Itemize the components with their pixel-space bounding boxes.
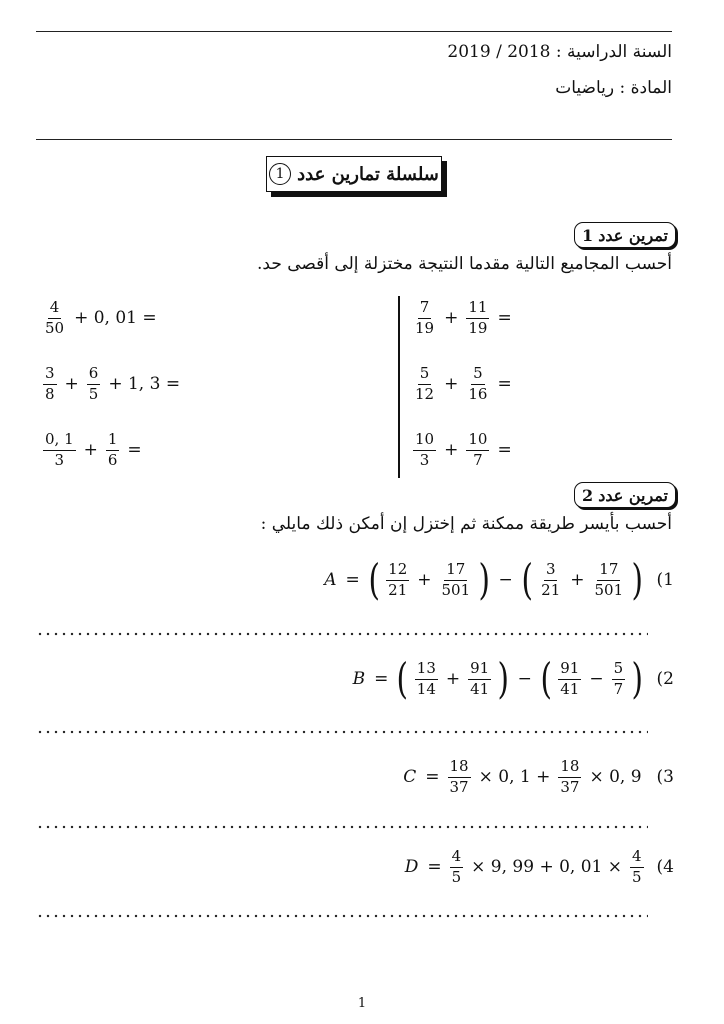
- fraction: $\frac{5}{7}$: [613, 658, 624, 698]
- ex1-right-row-3: $\frac{10}{3}$ + $\frac{10}{7}$ =: [415, 430, 512, 469]
- fraction: $\frac{12}{21}$: [388, 559, 408, 599]
- exercise-2-badge: [574, 482, 676, 508]
- answer-line-b: [36, 730, 648, 734]
- ex2-item-a: A = ( $\frac{12}{21}$ + $\frac{17}{501}$ ) − ( $\frac{3}{21}$ + $\frac{17}{501}$ ) (1: [324, 555, 674, 604]
- fraction: $\frac{4}{5}$: [451, 846, 462, 886]
- ex2-item-b: B = ( $\frac{13}{14}$ + $\frac{91}{41}$ ) − ( $\frac{91}{41}$ − $\frac{5}{7}$ ) (2: [352, 654, 674, 703]
- exercise-1-label: تمرين عدد: [598, 225, 668, 245]
- exercise-2-number: 2: [582, 485, 594, 505]
- fraction: $\frac{11}{19}$: [468, 298, 488, 337]
- series-title: [266, 156, 442, 192]
- ex2-item-d: D = $\frac{4}{5}$ × 9, 99 + 0, 01 × $\frac{4}{5}$ (4: [404, 846, 674, 886]
- fraction: $\frac{3}{21}$: [541, 559, 561, 599]
- series-number: 1: [269, 163, 291, 185]
- fraction: $\frac{7}{19}$: [415, 298, 435, 337]
- ex1-right-row-2: $\frac{5}{12}$ + $\frac{5}{16}$ =: [415, 364, 512, 403]
- exercise-2-instruction: أحسب بأيسر طريقة ممكنة ثم إختزل إن أمكن ذلك مايلي :: [260, 514, 672, 534]
- answer-line-c: [36, 825, 648, 829]
- fraction: $\frac{5}{12}$: [415, 364, 435, 403]
- fraction: $\frac{5}{16}$: [468, 364, 488, 403]
- answer-line-d: [36, 914, 648, 918]
- exercise-2-label: تمرين عدد: [598, 485, 668, 505]
- fraction: $\frac{1}{6}$: [107, 430, 118, 469]
- exercise-1-badge: [574, 222, 676, 248]
- ex1-right-row-1: $\frac{7}{19}$ + $\frac{11}{19}$ =: [415, 298, 512, 337]
- answer-line-a: [36, 632, 648, 636]
- ex1-left-row-3: $\frac{0, 1}{3}$ + $\frac{1}{6}$ =: [45, 430, 142, 469]
- page-number: 1: [357, 996, 367, 1011]
- fraction: $\frac{0, 1}{3}$: [45, 430, 74, 469]
- header-rule: [36, 139, 672, 140]
- exercise-1-instruction: أحسب المجاميع التالية مقدما النتيجة مختزلة إلى أقصى حد.: [257, 254, 672, 274]
- exercise-1-number: 1: [582, 225, 594, 245]
- fraction: $\frac{17}{501}$: [441, 559, 471, 599]
- fraction: $\frac{91}{41}$: [470, 658, 490, 698]
- fraction: $\frac{6}{5}$: [88, 364, 99, 403]
- fraction: $\frac{13}{14}$: [416, 658, 436, 698]
- top-rule: [36, 31, 672, 32]
- fraction: $\frac{91}{41}$: [560, 658, 580, 698]
- fraction: $\frac{18}{37}$: [449, 756, 469, 796]
- fraction: $\frac{10}{7}$: [468, 430, 488, 469]
- series-title-text: سلسلة تمارين عدد: [297, 163, 439, 185]
- fraction: $\frac{4}{50}$: [45, 298, 65, 337]
- fraction: $\frac{17}{501}$: [594, 559, 624, 599]
- school-year: السنة الدراسية : 2018 / 2019: [447, 42, 672, 62]
- subject: المادة : رياضيات: [555, 78, 672, 98]
- column-divider: [398, 296, 400, 478]
- fraction: $\frac{18}{37}$: [560, 756, 580, 796]
- ex1-left-row-1: $\frac{4}{50}$ + 0, 01 =: [45, 298, 157, 337]
- fraction: $\frac{10}{3}$: [415, 430, 435, 469]
- fraction: $\frac{4}{5}$: [632, 846, 642, 886]
- ex2-item-c: C = $\frac{18}{37}$ × 0, 1 + $\frac{18}{37}$ × 0, 9 (3: [403, 756, 674, 796]
- ex1-left-row-2: $\frac{3}{8}$ + $\frac{6}{5}$ + 1, 3 =: [45, 364, 181, 403]
- fraction: $\frac{3}{8}$: [45, 364, 55, 403]
